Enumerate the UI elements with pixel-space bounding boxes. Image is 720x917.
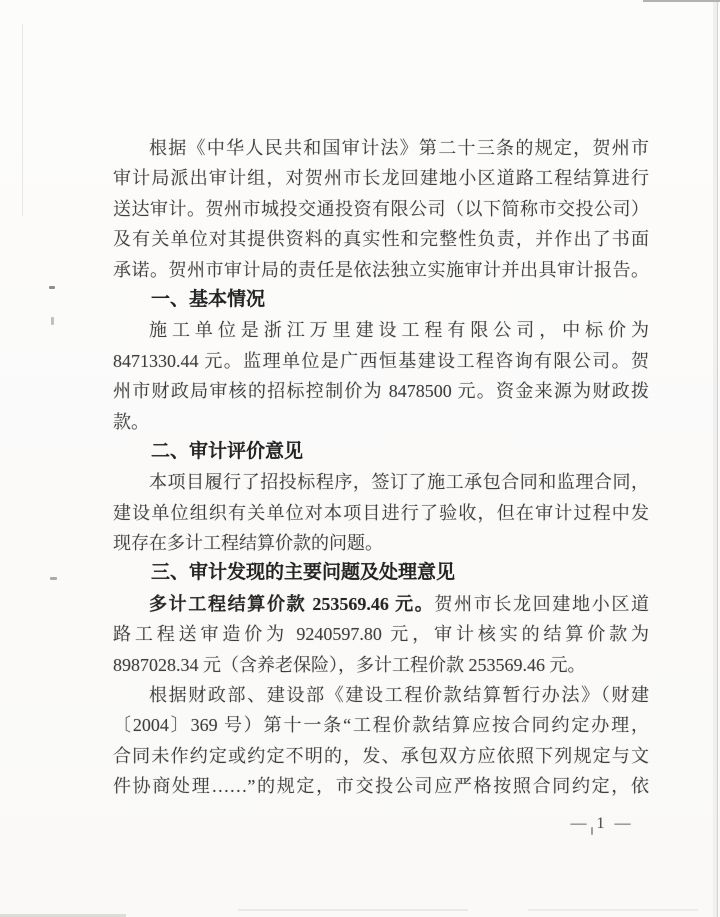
intro-line-2: 审计局派出审计组，对贺州市长龙回建地小区道路工程结算进行 — [113, 168, 649, 189]
intro-line-1: 根据《中华人民共和国审计法》第二十三条的规定，贺州市 — [149, 138, 649, 158]
finding-rest-text: 贺州市长龙回建地小区道 — [434, 593, 649, 614]
finding-bold-text: 多计工程结算价款 253569.46 元。 — [149, 593, 435, 614]
page-edge-line-right — [716, 0, 718, 917]
section-3-line-2: 路工程送审造价为 9240597.80 元，审计核实的结算价款为 — [113, 624, 649, 645]
section-3-line-6: 合同未作约定或约定不明的，发、承包双方应依照下列规定与文 — [113, 745, 649, 766]
page-edge-line-left — [22, 24, 23, 216]
section-1-line-3: 州市财政局审核的招标控制价为 8478500 元。资金来源为财政拨 — [113, 381, 649, 402]
scan-edge-top-right — [643, 0, 720, 2]
section-1-line-4: 款。 — [113, 411, 149, 432]
section-2-heading: 二、审计评价意见 — [151, 440, 304, 462]
scan-speck — [50, 577, 57, 580]
section-2-line-2: 建设单位组织有关单位对本项目进行了验收，但在审计过程中发 — [113, 502, 649, 523]
section-3-line-4: 根据财政部、建设部《建设工程价款结算暂行办法》（财建 — [149, 685, 649, 706]
page-number: — 1 — — [570, 815, 634, 832]
intro-line-5: 承诺。贺州市审计局的责任是依法独立实施审计并出具审计报告。 — [113, 259, 649, 280]
scan-speck — [49, 286, 55, 289]
section-2-line-1: 本项目履行了招投标程序，签订了施工承包合同和监理合同， — [149, 472, 649, 493]
section-1-heading: 一、基本情况 — [151, 288, 266, 310]
scan-speck — [51, 317, 54, 325]
section-2-line-3: 现存在多计工程结算价款的问题。 — [113, 533, 383, 554]
section-1-line-1: 施工单位是浙江万里建设工程有限公司，中标价为 — [149, 320, 649, 341]
section-3-finding-line — [113, 589, 649, 619]
scan-smudge — [528, 909, 698, 911]
intro-line-3: 送达审计。贺州市城投交通投资有限公司（以下简称市交投公司） — [113, 198, 649, 219]
section-1-line-2: 8471330.44 元。监理单位是广西恒基建设工程咨询有限公司。贺 — [113, 350, 649, 371]
scan-smudge — [238, 909, 468, 911]
section-3-line-3: 8987028.34 元（含养老保险），多计工程价款 253569.46 元。 — [113, 654, 586, 675]
section-3-line-5: 〔2004〕369 号）第十一条“工程价款结算应按合同约定办理， — [113, 715, 649, 736]
intro-line-4: 及有关单位对其提供资料的真实性和完整性负责，并作出了书面 — [113, 229, 649, 250]
section-3-line-7: 件协商处理……”的规定，市交投公司应严格按照合同约定，依 — [113, 776, 649, 797]
section-3-heading: 三、审计发现的主要问题及处理意见 — [151, 562, 456, 584]
document-body — [113, 133, 649, 802]
